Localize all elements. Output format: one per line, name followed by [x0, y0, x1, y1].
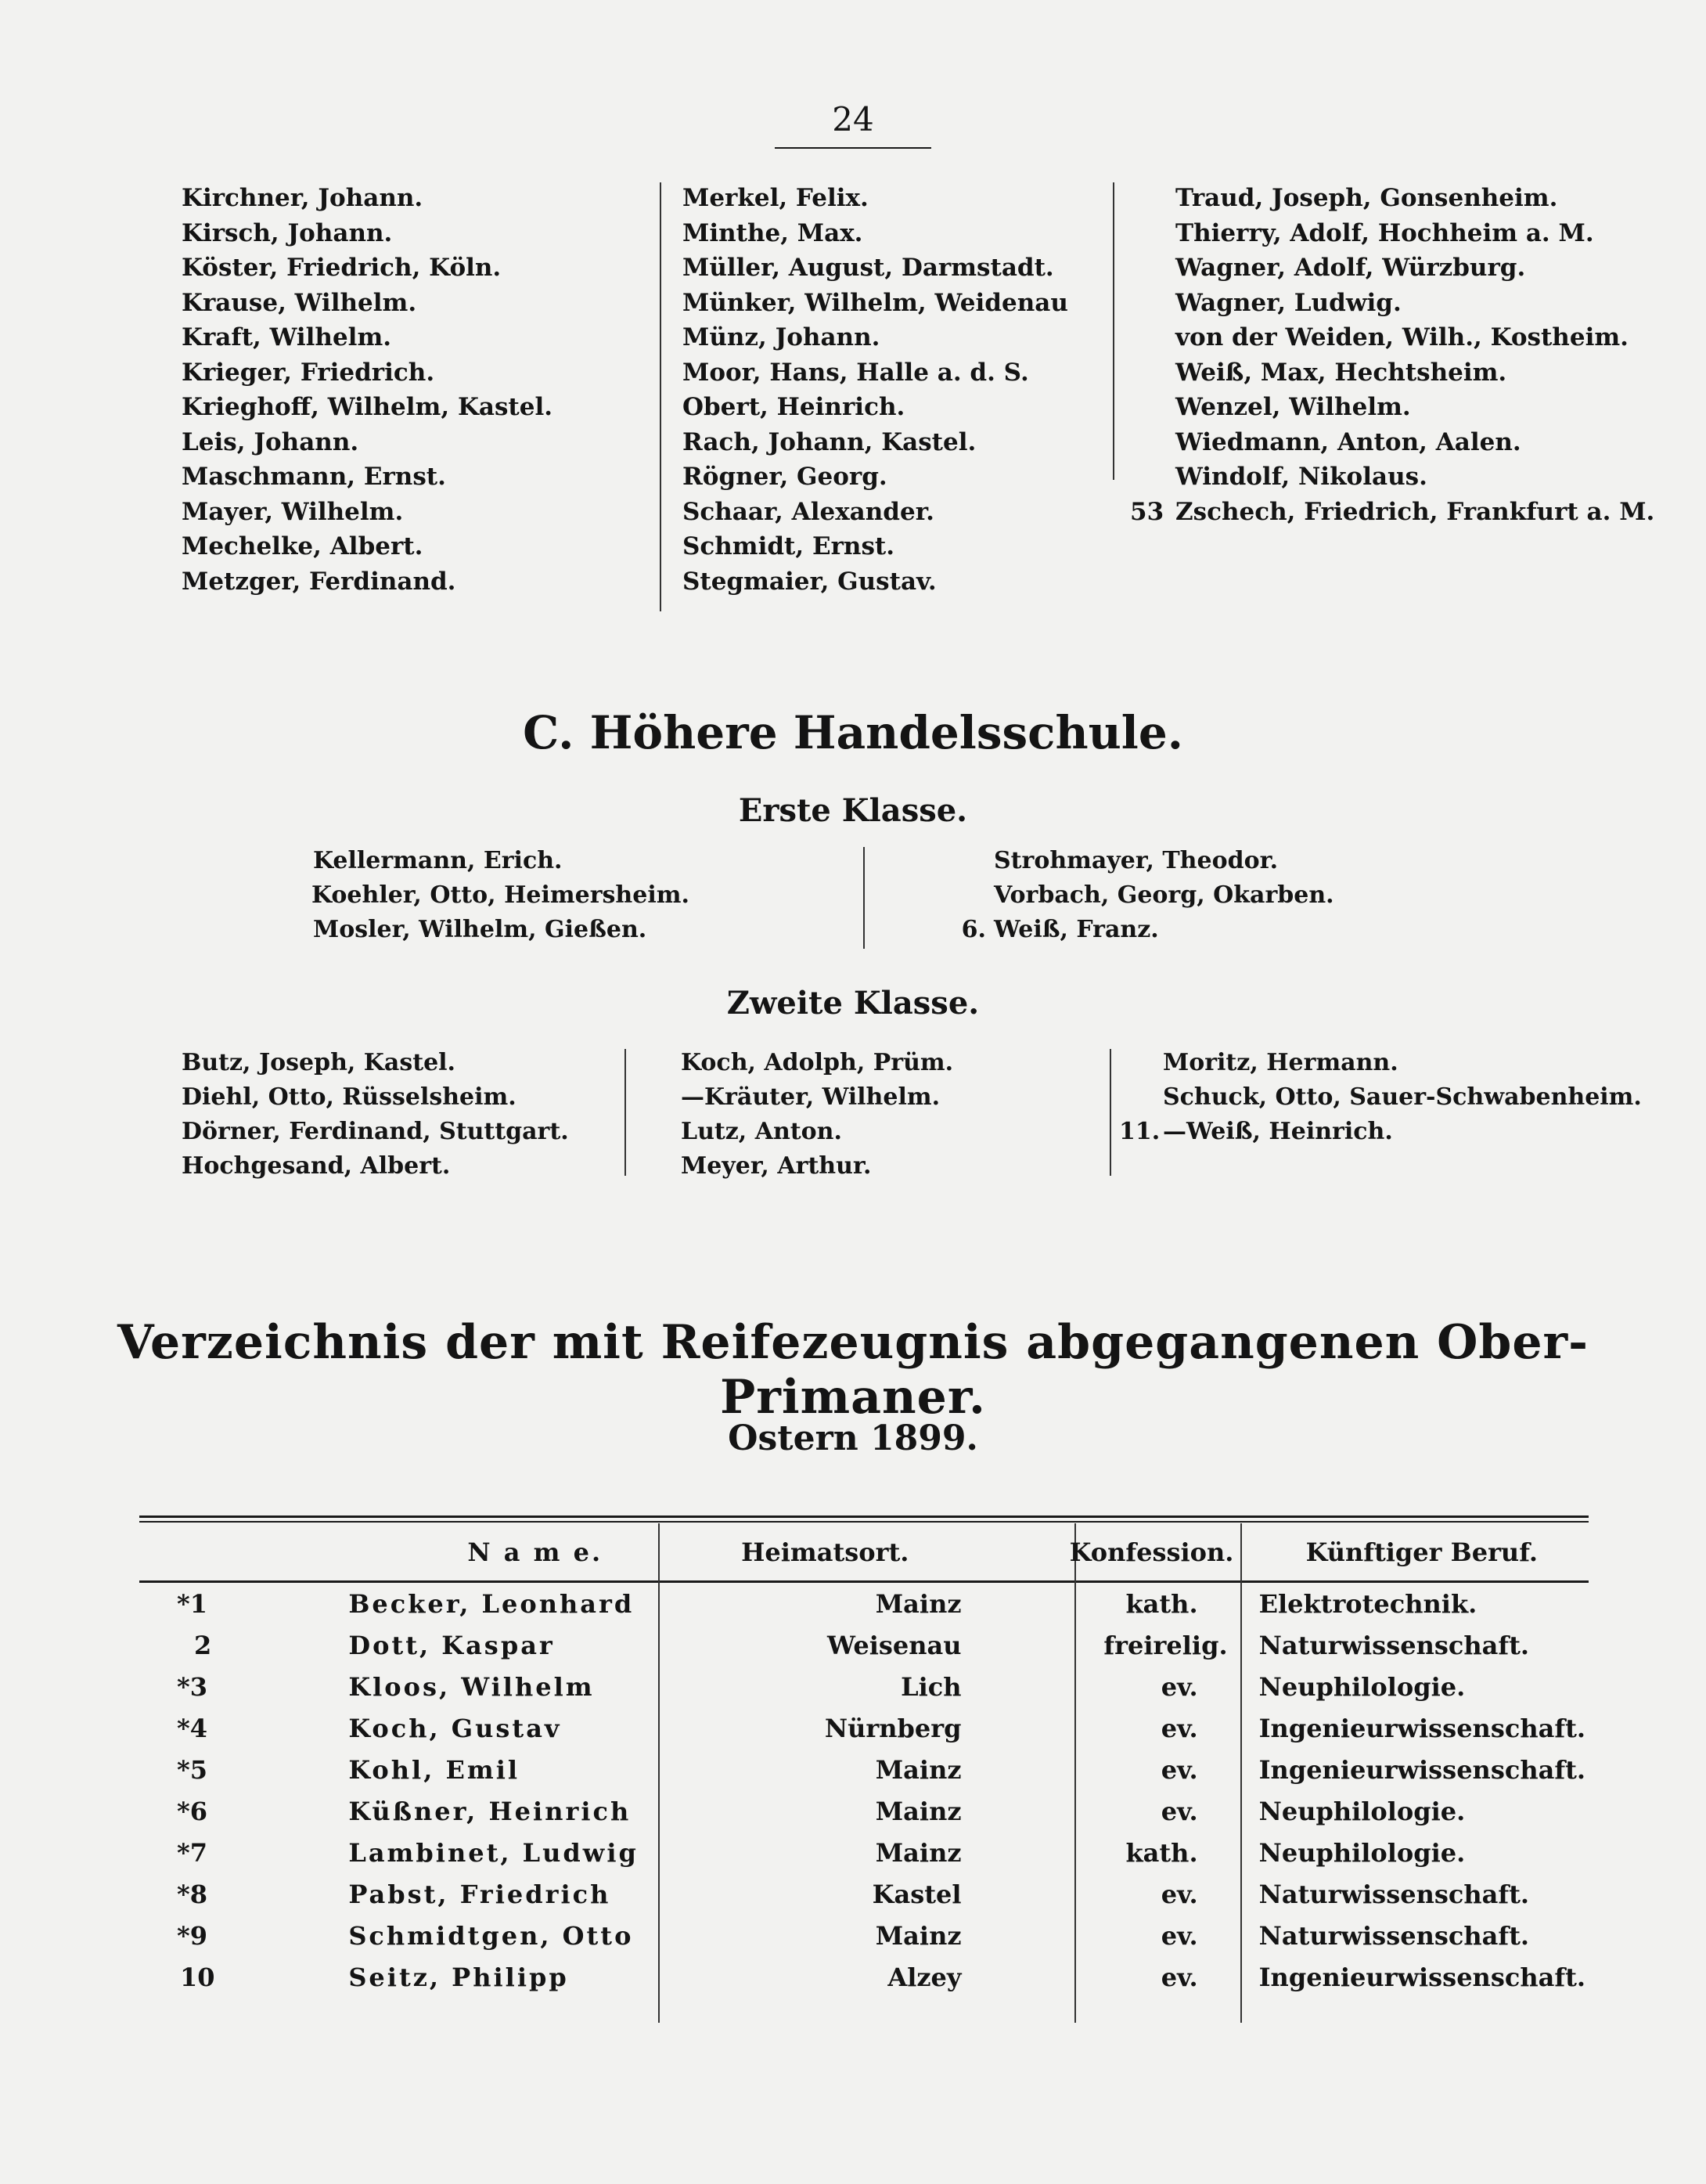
cell-beruf: Neuphilologie.	[1258, 1671, 1466, 1702]
column-divider	[624, 1049, 626, 1176]
cell-name: Schmidtgen, Otto	[348, 1920, 634, 1951]
list-item: Mosler, Wilhelm, Gießen.	[313, 916, 647, 943]
cell-nr: *7	[177, 1837, 207, 1868]
cell-name: Pabst, Friedrich	[348, 1879, 611, 1909]
cell-ort: Kastel	[872, 1879, 962, 1909]
table-row	[139, 1956, 1585, 1998]
cell-konfession: ev.	[1161, 1754, 1198, 1785]
list-item: Vorbach, Georg, Okarben.	[994, 881, 1334, 909]
list-item: Butz, Joseph, Kastel.	[182, 1049, 455, 1076]
table-row	[139, 1915, 1585, 1956]
list-item: Traud, Joseph, Gonsenheim.	[1175, 184, 1558, 212]
cell-name: Kohl, Emil	[348, 1754, 520, 1785]
header-heimatsort: Heimatsort.	[741, 1537, 909, 1567]
table-header-row	[139, 1522, 1585, 1583]
cell-ort: Alzey	[887, 1962, 962, 1992]
list-item: Meyer, Arthur.	[681, 1152, 872, 1180]
list-item: Mayer, Wilhelm.	[182, 497, 404, 526]
list-item: —Kräuter, Wilhelm.	[681, 1083, 941, 1111]
list-item: Koehler, Otto, Heimersheim.	[311, 881, 689, 909]
table-row	[139, 1873, 1585, 1915]
top-list-col3	[1130, 181, 1654, 529]
header-beruf: Künftiger Beruf.	[1305, 1537, 1538, 1567]
cell-name: Dott, Kaspar	[348, 1630, 555, 1660]
cell-konfession: ev.	[1161, 1671, 1198, 1702]
list-item: Moritz, Hermann.	[1163, 1049, 1398, 1076]
list-item: Münker, Wilhelm, Weidenau	[682, 288, 1068, 317]
list-item: Wenzel, Wilhelm.	[1175, 393, 1411, 421]
header-konfession: Konfession.	[1069, 1537, 1234, 1567]
list-item: Dörner, Ferdinand, Stuttgart.	[182, 1118, 569, 1145]
list-number: 6.	[961, 916, 986, 943]
cell-name: Becker, Leonhard	[348, 1588, 635, 1619]
list-number: 53	[1130, 497, 1164, 526]
cell-ort: Mainz	[875, 1837, 962, 1868]
cell-ort: Mainz	[875, 1754, 962, 1785]
cell-konfession: ev.	[1161, 1713, 1198, 1743]
cell-name: Seitz, Philipp	[348, 1962, 569, 1992]
cell-beruf: Naturwissenschaft.	[1258, 1630, 1530, 1660]
table-row	[139, 1624, 1585, 1666]
table-top-rule	[139, 1515, 1589, 1518]
cell-nr: 10	[180, 1962, 215, 1992]
cell-beruf: Neuphilologie.	[1258, 1837, 1466, 1868]
cell-beruf: Naturwissenschaft.	[1258, 1920, 1530, 1951]
cell-ort: Mainz	[875, 1588, 962, 1619]
list-item: Müller, August, Darmstadt.	[682, 254, 1054, 282]
list-item: Hochgesand, Albert.	[182, 1152, 451, 1180]
cell-nr: *5	[177, 1754, 207, 1785]
column-divider	[863, 847, 865, 949]
table-row	[139, 1790, 1585, 1832]
list-item: Kirchner, Johann.	[182, 184, 423, 212]
page-number-rule	[775, 147, 931, 149]
cell-ort: Nürnberg	[824, 1713, 962, 1743]
zweite-klasse-col2	[681, 1046, 953, 1184]
list-item: Metzger, Ferdinand.	[182, 567, 456, 596]
table-row	[139, 1707, 1585, 1749]
header-name: N a m e.	[467, 1537, 603, 1567]
erste-klasse-right	[922, 844, 1334, 947]
cell-beruf: Ingenieurwissenschaft.	[1258, 1713, 1585, 1743]
list-item: Kirsch, Johann.	[182, 218, 393, 247]
cell-nr: *8	[177, 1879, 207, 1909]
list-item: Kellermann, Erich.	[313, 847, 563, 874]
cell-name: Küßner, Heinrich	[348, 1796, 632, 1826]
table-row	[139, 1666, 1585, 1707]
cell-konfession: ev.	[1161, 1962, 1198, 1992]
list-item: Krause, Wilhelm.	[182, 288, 417, 317]
cell-konfession: ev.	[1161, 1920, 1198, 1951]
cell-konfession: kath.	[1125, 1588, 1198, 1619]
cell-beruf: Elektrotechnik.	[1258, 1588, 1477, 1619]
top-list-col2	[682, 181, 1068, 599]
cell-konfession: kath.	[1125, 1837, 1198, 1868]
list-item: Schmidt, Ernst.	[682, 532, 895, 560]
cell-beruf: Neuphilologie.	[1258, 1796, 1466, 1826]
list-item: Diehl, Otto, Rüsselsheim.	[182, 1083, 516, 1111]
column-divider	[1110, 1049, 1111, 1176]
zweite-klasse-col1	[182, 1046, 569, 1184]
graduates-subtitle: Ostern 1899.	[728, 1418, 978, 1458]
page-number: 24	[832, 100, 874, 139]
list-item: von der Weiden, Wilh., Kostheim.	[1175, 323, 1629, 351]
list-item: Rach, Johann, Kastel.	[682, 427, 977, 456]
cell-nr: *1	[177, 1588, 207, 1619]
list-item: Stegmaier, Gustav.	[682, 567, 937, 596]
list-item: Krieger, Friedrich.	[182, 358, 435, 387]
list-item	[922, 913, 1334, 947]
cell-beruf: Ingenieurwissenschaft.	[1258, 1754, 1585, 1785]
list-item: Maschmann, Ernst.	[182, 463, 446, 491]
list-item: Obert, Heinrich.	[682, 393, 905, 421]
list-item: Schuck, Otto, Sauer-Schwabenheim.	[1163, 1083, 1642, 1111]
cell-nr: *4	[177, 1713, 207, 1743]
list-item-name: —Weiß, Heinrich.	[1163, 1118, 1393, 1145]
column-divider	[660, 182, 661, 611]
list-item: Wagner, Ludwig.	[1175, 288, 1402, 317]
table-row	[139, 1749, 1585, 1790]
table-row	[139, 1832, 1585, 1873]
cell-konfession: freirelig.	[1103, 1630, 1228, 1660]
cell-name: Kloos, Wilhelm	[348, 1671, 595, 1702]
list-item: Merkel, Felix.	[682, 184, 869, 212]
list-number: 11.	[1119, 1118, 1161, 1145]
list-item: Minthe, Max.	[682, 218, 863, 247]
cell-nr: *3	[177, 1671, 207, 1702]
class-title-zweite: Zweite Klasse.	[726, 985, 980, 1022]
list-item	[1119, 1115, 1642, 1149]
list-item: Wagner, Adolf, Würzburg.	[1175, 254, 1526, 282]
list-item: Weiß, Max, Hechtsheim.	[1175, 358, 1507, 387]
list-item-name: Zschech, Friedrich, Frankfurt a. M.	[1175, 497, 1655, 526]
list-item: Münz, Johann.	[682, 323, 880, 351]
list-item: Kraft, Wilhelm.	[182, 323, 392, 351]
cell-konfession: ev.	[1161, 1796, 1198, 1826]
erste-klasse-left	[313, 844, 689, 947]
list-item	[1130, 495, 1654, 530]
cell-beruf: Naturwissenschaft.	[1258, 1879, 1530, 1909]
cell-ort: Mainz	[875, 1796, 962, 1826]
header-nr	[139, 1522, 237, 1583]
cell-ort: Mainz	[875, 1920, 962, 1951]
cell-nr: *6	[177, 1796, 207, 1826]
column-divider	[1113, 182, 1114, 480]
list-item: Lutz, Anton.	[681, 1118, 842, 1145]
class-title-erste: Erste Klasse.	[738, 792, 968, 829]
cell-ort: Lich	[901, 1671, 962, 1702]
list-item: Rögner, Georg.	[682, 463, 887, 491]
section-title: C. Höhere Handelsschule.	[523, 706, 1183, 759]
list-item: Koch, Adolph, Prüm.	[681, 1049, 954, 1076]
cell-nr: *9	[177, 1920, 207, 1951]
list-item: Windolf, Nikolaus.	[1175, 463, 1427, 491]
zweite-klasse-col3	[1119, 1046, 1642, 1149]
cell-konfession: ev.	[1161, 1879, 1198, 1909]
graduates-title: Verzeichnis der mit Reifezeugnis abgegangenen Ober-Primaner.	[117, 1315, 1589, 1425]
cell-beruf: Ingenieurwissenschaft.	[1258, 1962, 1585, 1992]
list-item: Moor, Hans, Halle a. d. S.	[682, 358, 1029, 387]
cell-ort: Weisenau	[827, 1630, 962, 1660]
cell-name: Lambinet, Ludwig	[348, 1837, 639, 1868]
cell-name: Koch, Gustav	[348, 1713, 562, 1743]
cell-nr: 2	[194, 1630, 212, 1660]
table-row	[139, 1583, 1585, 1624]
list-item-name: Weiß, Franz.	[994, 916, 1159, 943]
graduates-table	[139, 1522, 1585, 1998]
list-item: Schaar, Alexander.	[682, 497, 934, 526]
list-item: Strohmayer, Theodor.	[994, 847, 1279, 874]
list-item: Mechelke, Albert.	[182, 532, 423, 560]
list-item: Köster, Friedrich, Köln.	[182, 254, 502, 282]
list-item: Leis, Johann.	[182, 427, 359, 456]
list-item: Wiedmann, Anton, Aalen.	[1175, 427, 1521, 456]
list-item: Thierry, Adolf, Hochheim a. M.	[1175, 218, 1594, 247]
list-item: Krieghoff, Wilhelm, Kastel.	[182, 393, 553, 421]
top-list-col1	[182, 181, 552, 599]
